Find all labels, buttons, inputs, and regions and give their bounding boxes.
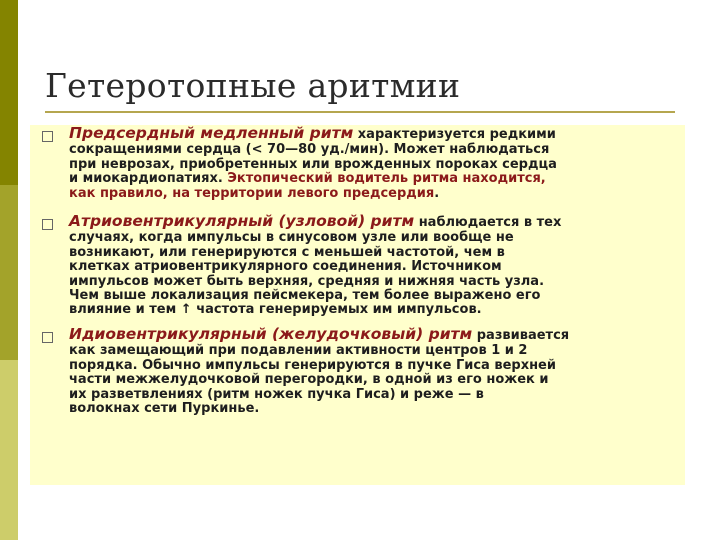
item-line: случаях, когда импульсы в синусовом узле или вообще не bbox=[69, 230, 514, 246]
item-term: Атриовентрикулярный (узловой) ритм bbox=[69, 212, 415, 230]
list-item bbox=[69, 327, 679, 416]
item-highlight-text: Эктопический водитель ритма находится, bbox=[227, 171, 546, 187]
item-line: волокнах сети Пуркинье. bbox=[69, 401, 260, 417]
list-item bbox=[69, 126, 679, 201]
item-line: импульсов может быть верхняя, средняя и нижняя часть узла. bbox=[69, 273, 545, 289]
item-line: влияние и тем ↑ частота генерируемых им импульсов. bbox=[69, 302, 482, 318]
item-text: . bbox=[434, 185, 440, 201]
item-line: их разветвлениях (ритм ножек пучка Гиса) и реже — в bbox=[69, 386, 484, 402]
item-term: Идиовентрикулярный (желудочковый) ритм bbox=[69, 325, 473, 343]
left-stripe-mid bbox=[0, 185, 18, 360]
item-line: клетках атриовентрикулярного соединения. Источником bbox=[69, 259, 502, 275]
item-lead-line bbox=[69, 214, 679, 230]
item-text: и миокардиопатиях. bbox=[69, 171, 228, 187]
square-bullet-icon bbox=[42, 332, 53, 343]
item-lead-line bbox=[69, 126, 679, 142]
square-bullet-icon bbox=[42, 131, 53, 142]
item-term: Предсердный медленный ритм bbox=[69, 124, 354, 142]
left-stripe-light bbox=[0, 360, 18, 540]
item-lead-rest: наблюдается в тех bbox=[414, 215, 562, 230]
item-line bbox=[69, 172, 679, 186]
slide-title: Гетеротопные аритмии bbox=[45, 66, 461, 105]
item-line: части межжелудочковой перегородки, в одной из его ножек и bbox=[69, 372, 549, 388]
item-highlight-text: как правило, на территории левого предсердия bbox=[69, 185, 435, 201]
item-line: возникают, или генерируются с меньшей частотой, чем в bbox=[69, 244, 505, 260]
title-underline bbox=[45, 111, 675, 113]
left-stripe-dark bbox=[0, 0, 18, 185]
item-line: Чем выше локализация пейсмекера, тем более выражено его bbox=[69, 288, 541, 304]
item-lead-line bbox=[69, 327, 679, 343]
item-lead-rest: характеризуется редкими bbox=[353, 127, 556, 142]
square-bullet-icon bbox=[42, 219, 53, 230]
item-line bbox=[69, 187, 679, 201]
item-line: при неврозах, приобретенных или врожденных пороках сердца bbox=[69, 156, 557, 172]
item-lead-rest: развивается bbox=[472, 328, 570, 343]
list-item bbox=[69, 214, 679, 318]
item-line: порядка. Обычно импульсы генерируются в пучке Гиса верхней bbox=[69, 357, 556, 373]
item-line: как замещающий при подавлении активности центров 1 и 2 bbox=[69, 343, 528, 359]
item-line: сокращениями сердца (< 70—80 уд./мин). Может наблюдаться bbox=[69, 142, 550, 158]
